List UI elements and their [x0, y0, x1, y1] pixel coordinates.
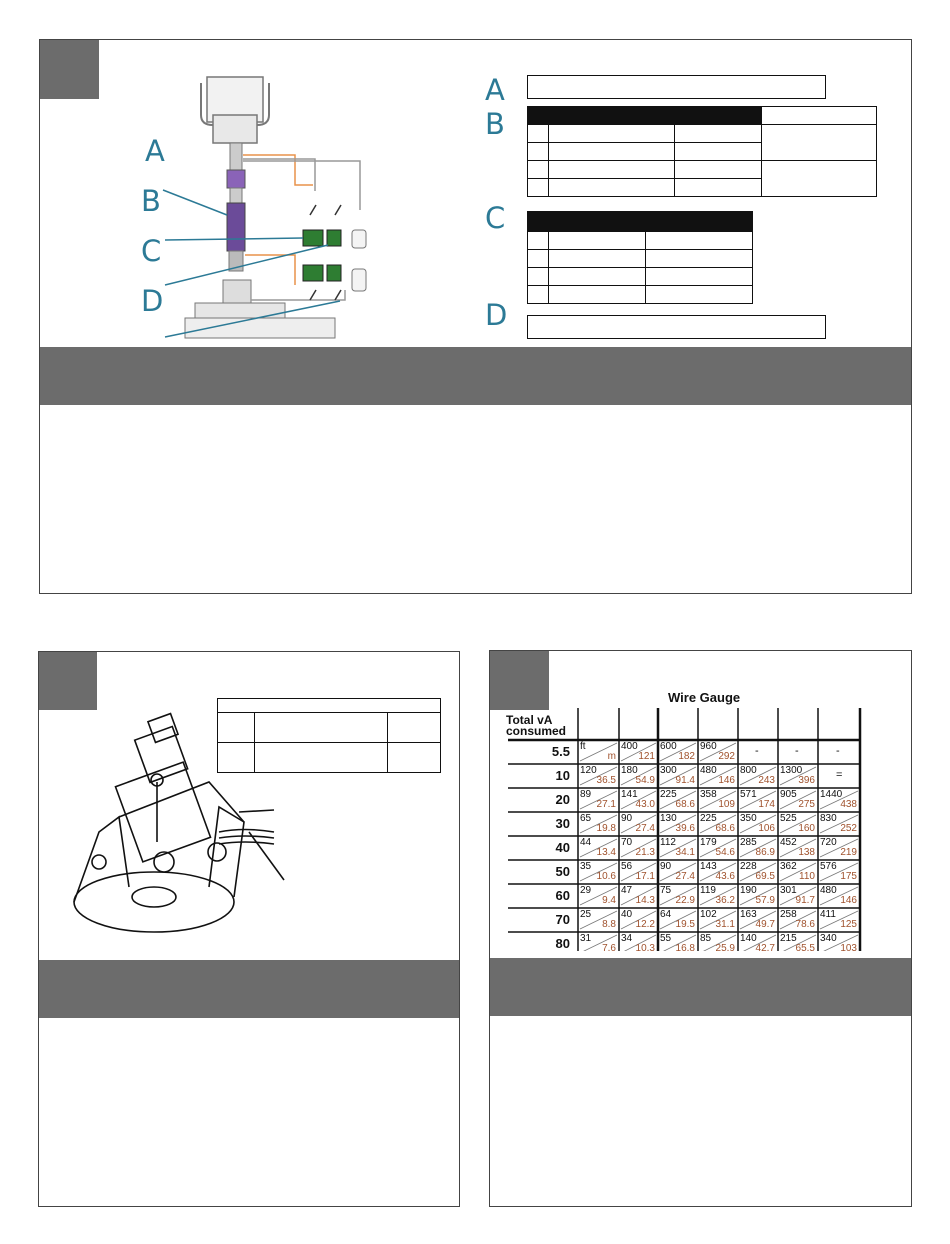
wire-gauge-feet: 830: [820, 813, 837, 824]
wire-gauge-meters: 146: [718, 775, 735, 786]
legend-d-box: [527, 315, 826, 339]
wire-gauge-feet: 301: [780, 885, 797, 896]
wire-gauge-row-label: 30: [555, 816, 570, 831]
wire-gauge-meters: 182: [678, 751, 695, 762]
wire-gauge-row-label: 40: [555, 840, 570, 855]
legend-b-table: [527, 106, 877, 197]
table-cell: [646, 232, 753, 250]
legend-b-header: [528, 107, 762, 125]
wire-gauge-feet: 340: [820, 933, 837, 944]
wire-gauge-meters: 110: [799, 871, 815, 882]
wire-gauge-meters: 27.4: [675, 871, 695, 882]
wire-gauge-feet: ft: [580, 741, 586, 752]
table-cell: [675, 161, 762, 179]
wire-gauge-feet: 35: [580, 861, 592, 872]
caption-bar: [40, 347, 911, 405]
wire-gauge-feet: 350: [740, 813, 757, 824]
wire-gauge-meters: 109: [718, 799, 735, 810]
wire-gauge-feet: 215: [780, 933, 797, 944]
wire-gauge-row-header: Total vA consumed: [506, 713, 567, 738]
wire-gauge-meters: 10.6: [596, 871, 616, 882]
wire-gauge-feet: 65: [580, 813, 592, 824]
legend-b-header-side: [762, 107, 877, 125]
wire-gauge-meters: 12.2: [635, 919, 655, 930]
table-cell: [528, 179, 549, 197]
wire-gauge-row-label: 20: [555, 792, 570, 807]
wire-gauge-cell-empty: -: [836, 745, 840, 757]
table-cell: [549, 179, 675, 197]
table-cell: [549, 161, 675, 179]
wire-gauge-feet: 70: [621, 837, 633, 848]
wire-gauge-meters: 292: [718, 751, 735, 762]
mount-illustration: [59, 712, 319, 952]
wire-gauge-feet: 163: [740, 909, 757, 920]
wire-gauge-feet: 90: [660, 861, 672, 872]
wire-gauge-row-label: 70: [555, 912, 570, 927]
wire-gauge-meters: 25.9: [715, 943, 735, 954]
wire-gauge-feet: 225: [700, 813, 717, 824]
wire-gauge-feet: 29: [580, 885, 592, 896]
table-cell: [528, 232, 549, 250]
wire-gauge-meters: 103: [840, 943, 857, 954]
wire-gauge-feet: 143: [700, 861, 717, 872]
wire-gauge-meters: 125: [840, 919, 857, 930]
wire-gauge-meters: 22.9: [675, 895, 695, 906]
wire-gauge-feet: 141: [621, 789, 638, 800]
wire-gauge-feet: 89: [580, 789, 592, 800]
table-cell: [528, 125, 549, 143]
wire-gauge-feet: 362: [780, 861, 797, 872]
table-cell: [388, 743, 441, 773]
wire-gauge-meters: 174: [758, 799, 775, 810]
wire-gauge-title: Wire Gauge: [668, 690, 741, 705]
callout-b: B: [141, 184, 161, 218]
wire-gauge-feet: 452: [780, 837, 797, 848]
spec-table-header: [218, 699, 441, 713]
wire-gauge-row-label: 60: [555, 888, 570, 903]
table-cell: [528, 143, 549, 161]
wire-gauge-feet: 56: [621, 861, 633, 872]
wire-gauge-feet: 130: [660, 813, 677, 824]
legend-letter-d: D: [485, 298, 508, 332]
legend-c-table: [527, 211, 753, 304]
wire-gauge-feet: 228: [740, 861, 757, 872]
bottom-left-panel: [38, 651, 460, 1207]
wire-gauge-meters: 175: [840, 871, 857, 882]
wire-gauge-feet: 47: [621, 885, 633, 896]
wire-gauge-meters: 16.8: [675, 943, 695, 954]
wire-gauge-row-label: 50: [555, 864, 570, 879]
wire-gauge-meters: 21.3: [635, 847, 655, 858]
wire-gauge-meters: 10.3: [635, 943, 655, 954]
wire-gauge-meters: 27.4: [635, 823, 655, 834]
wire-gauge-values: [490, 651, 913, 954]
wire-gauge-meters: 138: [798, 847, 815, 858]
wiring-diagram: [135, 75, 405, 340]
wire-gauge-feet: 119: [700, 885, 716, 896]
legend-letter-b: B: [485, 107, 505, 141]
wire-gauge-feet: 31: [580, 933, 592, 944]
wire-gauge-feet: 1300: [780, 765, 803, 776]
wire-gauge-feet: 358: [700, 789, 717, 800]
wire-gauge-cell-empty: -: [755, 745, 759, 757]
table-cell: [675, 125, 762, 143]
wire-gauge-meters: 252: [840, 823, 857, 834]
wire-gauge-feet: 55: [660, 933, 672, 944]
wire-gauge-meters: 91.7: [795, 895, 815, 906]
wire-gauge-feet: 800: [740, 765, 757, 776]
wire-gauge-meters: 69.5: [755, 871, 775, 882]
wire-gauge-meters: 36.2: [715, 895, 735, 906]
wire-gauge-feet: 300: [660, 765, 677, 776]
legend-a-box: [527, 75, 826, 99]
wire-gauge-meters: 19.8: [596, 823, 616, 834]
wire-gauge-meters: 275: [798, 799, 815, 810]
table-cell: [646, 250, 753, 268]
table-cell: [762, 125, 877, 161]
wire-gauge-meters: 219: [840, 847, 857, 858]
wire-gauge-meters: 78.6: [795, 919, 815, 930]
table-cell: [675, 143, 762, 161]
top-panel: [39, 39, 912, 594]
callout-d: D: [141, 284, 164, 318]
step-number-box: [39, 652, 97, 710]
wire-gauge-meters: 86.9: [755, 847, 775, 858]
table-cell: [549, 268, 646, 286]
legend-c-header: [528, 212, 753, 232]
wire-gauge-row-label: 5.5: [551, 744, 570, 759]
wire-gauge-feet: 258: [780, 909, 797, 920]
wire-gauge-meters: 19.5: [675, 919, 695, 930]
wire-gauge-feet: 90: [621, 813, 633, 824]
table-cell: [549, 250, 646, 268]
table-cell: [646, 268, 753, 286]
callout-a: A: [145, 134, 165, 168]
wire-gauge-feet: 40: [621, 909, 633, 920]
wire-gauge-meters: 68.6: [675, 799, 695, 810]
wire-gauge-feet: 25: [580, 909, 592, 920]
legend-letter-a: A: [485, 73, 505, 107]
caption-bar: [39, 960, 459, 1018]
wire-gauge-feet: 102: [700, 909, 717, 920]
wire-gauge-meters: 243: [758, 775, 775, 786]
wire-gauge-meters: 106: [758, 823, 775, 834]
wire-gauge-meters: 36.5: [596, 775, 616, 786]
wire-gauge-feet: 1440: [820, 789, 843, 800]
wire-gauge-cell-empty: =: [836, 769, 843, 781]
wire-gauge-meters: m: [607, 751, 616, 762]
wire-gauge-feet: 64: [660, 909, 672, 920]
table-cell: [528, 286, 549, 304]
wire-gauge-feet: 112: [660, 837, 676, 848]
wire-gauge-meters: 396: [798, 775, 815, 786]
wire-gauge-meters: 91.4: [675, 775, 695, 786]
wire-gauge-meters: 146: [840, 895, 857, 906]
wire-gauge-meters: 27.1: [596, 799, 616, 810]
wire-gauge-meters: 65.5: [795, 943, 815, 954]
table-cell: [528, 268, 549, 286]
wire-gauge-meters: 13.4: [596, 847, 616, 858]
table-cell: [549, 232, 646, 250]
wire-gauge-meters: 49.7: [755, 919, 775, 930]
wire-gauge-feet: 400: [621, 741, 638, 752]
table-cell: [646, 286, 753, 304]
table-cell: [549, 125, 675, 143]
wire-gauge-feet: 225: [660, 789, 677, 800]
table-cell: [528, 250, 549, 268]
wire-gauge-meters: 39.6: [675, 823, 695, 834]
wire-gauge-meters: 31.1: [715, 919, 735, 930]
wire-gauge-meters: 54.6: [715, 847, 735, 858]
wire-gauge-feet: 480: [700, 765, 717, 776]
caption-bar: [490, 958, 911, 1016]
legend-letter-c: C: [485, 201, 506, 235]
table-cell: [528, 161, 549, 179]
wire-gauge-feet: 140: [740, 933, 757, 944]
wire-gauge-feet: 960: [700, 741, 717, 752]
wire-gauge-meters: 68.6: [715, 823, 735, 834]
wire-gauge-feet: 480: [820, 885, 837, 896]
wire-gauge-meters: 438: [840, 799, 857, 810]
wire-gauge-meters: 54.9: [635, 775, 655, 786]
wire-gauge-meters: 57.9: [755, 895, 775, 906]
wire-gauge-cell-empty: -: [795, 745, 799, 757]
wire-gauge-meters: 43.6: [715, 871, 735, 882]
wire-gauge-feet: 190: [740, 885, 757, 896]
table-cell: [549, 286, 646, 304]
wire-gauge-feet: 905: [780, 789, 797, 800]
wire-gauge-feet: 179: [700, 837, 717, 848]
wire-gauge-feet: 571: [740, 789, 757, 800]
wire-gauge-feet: 180: [621, 765, 638, 776]
wire-gauge-meters: 43.0: [635, 799, 655, 810]
wire-gauge-feet: 600: [660, 741, 677, 752]
wire-gauge-row-label: 10: [555, 768, 570, 783]
wire-gauge-meters: 17.1: [635, 871, 655, 882]
table-cell: [675, 179, 762, 197]
wire-gauge-feet: 720: [820, 837, 837, 848]
callout-c: C: [141, 234, 162, 268]
wire-gauge-meters: 9.4: [602, 895, 616, 906]
wire-gauge-feet: 525: [780, 813, 797, 824]
wire-gauge-meters: 8.8: [602, 919, 616, 930]
wire-gauge-feet: 285: [740, 837, 757, 848]
table-cell: [549, 143, 675, 161]
bottom-right-panel: [489, 650, 912, 1207]
wire-gauge-row-label: 80: [555, 936, 570, 951]
table-cell: [388, 713, 441, 743]
wire-gauge-feet: 120: [580, 765, 597, 776]
wire-gauge-meters: 14.3: [635, 895, 655, 906]
wire-gauge-feet: 44: [580, 837, 592, 848]
wire-gauge-feet: 576: [820, 861, 837, 872]
wire-gauge-meters: 42.7: [755, 943, 775, 954]
wire-gauge-meters: 34.1: [675, 847, 695, 858]
wire-gauge-feet: 85: [700, 933, 712, 944]
wire-gauge-feet: 75: [660, 885, 672, 896]
table-cell: [762, 161, 877, 197]
wire-gauge-meters: 7.6: [602, 943, 616, 954]
wire-gauge-feet: 34: [621, 933, 633, 944]
step-number-box: [40, 40, 99, 99]
wire-gauge-meters: 160: [798, 823, 815, 834]
wire-gauge-feet: 411: [820, 909, 836, 920]
wire-gauge-meters: 121: [638, 751, 655, 762]
